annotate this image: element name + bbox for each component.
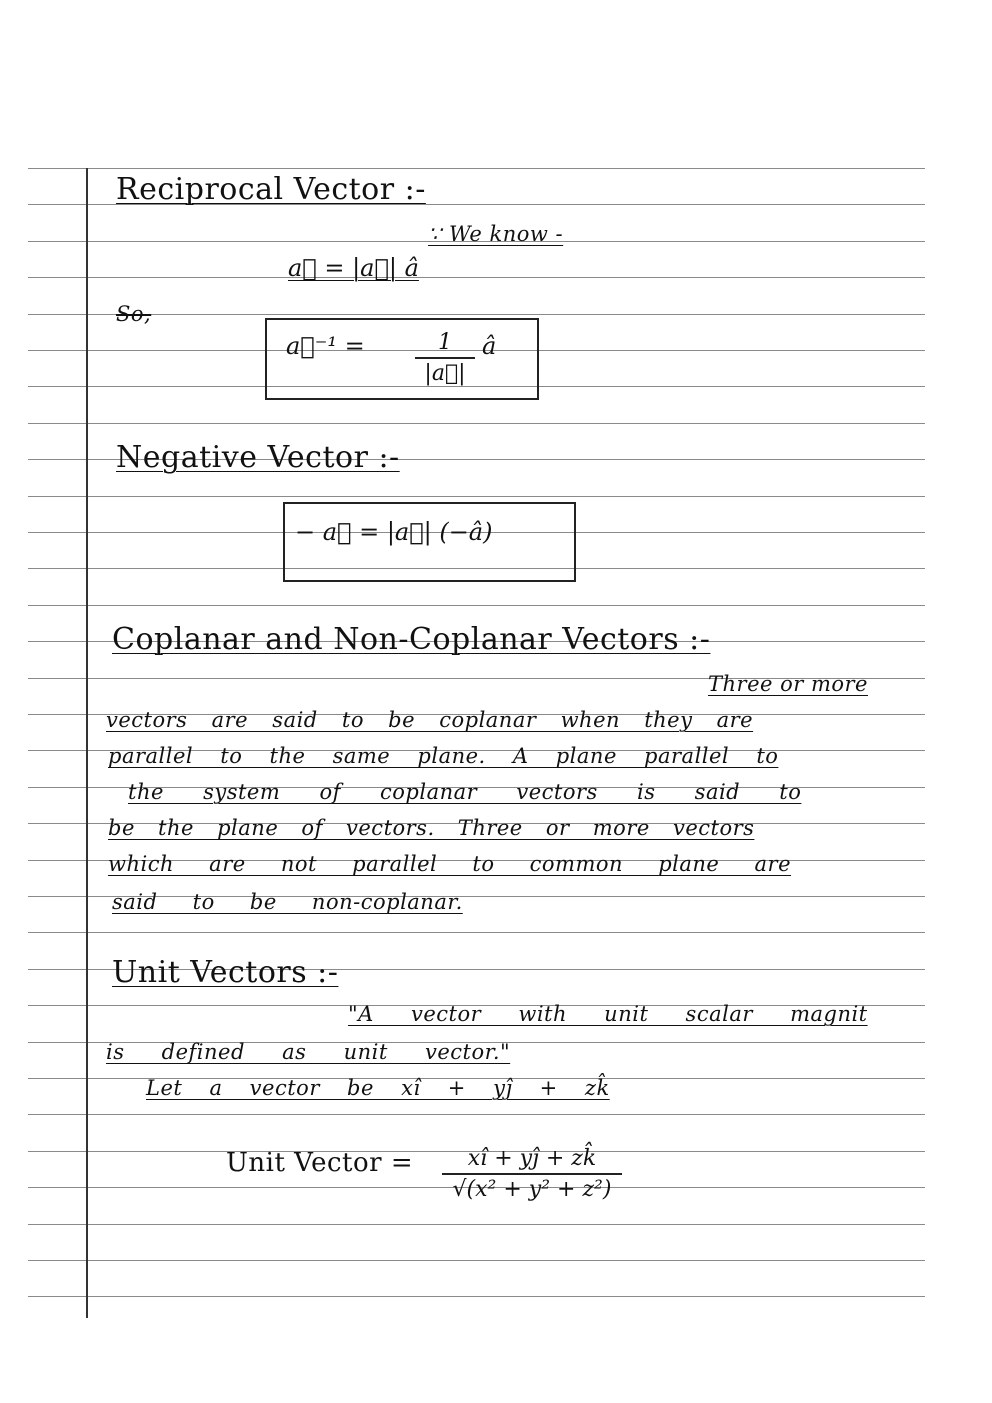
reciprocal-fraction-numerator: 1 [415,330,475,359]
unit-formula-fraction [442,1146,622,1202]
margin-line [86,168,88,1318]
vector-identity: a⃗ = |a⃗| â [288,254,419,282]
reciprocal-formula-rhs: â [482,332,497,360]
unit-formula-numerator: xî + yĵ + zk̂ [442,1146,622,1175]
unit-let-line: Let a vector be xî + yĵ + zk̂ [146,1076,610,1100]
unit-definition-line-2: is defined as unit vector." [106,1040,511,1064]
ruled-line [28,277,925,278]
ruled-line [28,1224,925,1225]
ruled-line [28,1296,925,1297]
coplanar-line-1: Three or more [708,672,868,696]
unit-formula-label: Unit Vector = [226,1148,414,1178]
so-text: So, [116,302,152,326]
reciprocal-vector-heading: Reciprocal Vector :- [116,172,426,207]
negative-formula: − a⃗ = |a⃗| (−â) [295,518,493,546]
reciprocal-fraction-denominator: |a⃗| [424,361,466,386]
coplanar-line-6: which are not parallel to common plane are [108,852,792,876]
ruled-line [28,1114,925,1115]
coplanar-line-3: parallel to the same plane. A plane parallel to [108,744,779,768]
coplanar-line-2: vectors are said to be coplanar when they are [106,708,754,732]
coplanar-line-4: the system of coplanar vectors is said to [128,780,802,804]
ruled-line [28,1260,925,1261]
ruled-line [28,423,925,424]
ruled-line [28,168,925,169]
ruled-line [28,314,925,315]
we-know-text: ∵ We know - [428,222,564,246]
unit-formula-denominator: √(x² + y² + z²) [452,1177,612,1202]
ruled-line [28,496,925,497]
negative-vector-heading: Negative Vector :- [116,440,400,475]
coplanar-line-5: be the plane of vectors. Three or more vectors [108,816,755,840]
ruled-line [28,932,925,933]
reciprocal-formula-lhs: a⃗⁻¹ = [286,332,365,360]
unit-definition-line-1: "A vector with unit scalar magnit [348,1002,868,1026]
coplanar-line-7: said to be non-coplanar. [112,890,463,914]
ruled-line [28,605,925,606]
unit-vectors-heading: Unit Vectors :- [112,955,339,990]
reciprocal-fraction [415,330,475,386]
coplanar-heading: Coplanar and Non-Coplanar Vectors :- [112,622,711,657]
